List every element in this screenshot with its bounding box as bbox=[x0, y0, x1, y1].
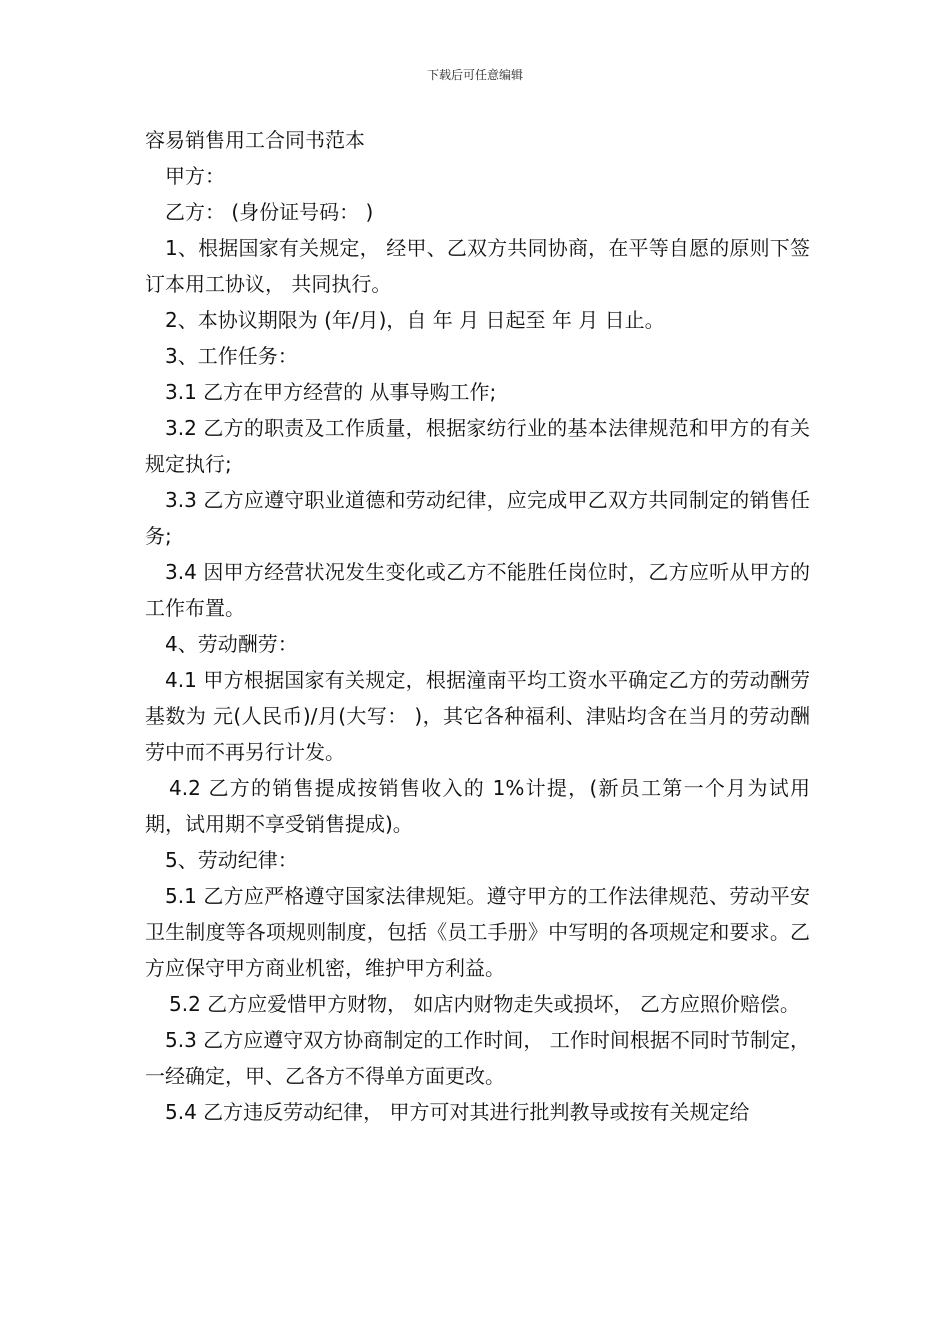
clause-3-1: 3.1 乙方在甲方经营的 从事导购工作; bbox=[165, 380, 497, 404]
party-a-line: 甲方： bbox=[165, 164, 225, 188]
document-title: 容易销售用工合同书范本 bbox=[145, 128, 365, 152]
clause-5-2: 5.2 乙方应爱惜甲方财物， 如店内财物走失或损坏， 乙方应照价赔偿。 bbox=[169, 992, 800, 1016]
document-body bbox=[145, 122, 810, 1130]
clause-4-1: 4.1 甲方根据国家有关规定，根据潼南平均工资水平确定乙方的劳动酬劳基数为 元(人民币)/月(大写： )，其它各种福利、津贴均含在当月的劳动酬劳中而不再另行计发。 bbox=[145, 668, 810, 764]
party-b-line: 乙方： (身份证号码： ) bbox=[165, 200, 374, 224]
clause-5-3: 5.3 乙方应遵守双方协商制定的工作时间， 工作时间根据不同时节制定，一经确定，甲、乙各方不得单方面更改。 bbox=[145, 1028, 810, 1088]
clause-5-heading: 5、劳动纪律： bbox=[165, 848, 298, 872]
clause-5-4: 5.4 乙方违反劳动纪律， 甲方可对其进行批判教导或按有关规定给 bbox=[165, 1100, 750, 1124]
clause-4-2: 4.2 乙方的销售提成按销售收入的 1%计提，(新员工第一个月为试用期，试用期不享受销售提成)。 bbox=[145, 776, 810, 836]
clause-3-2: 3.2 乙方的职责及工作质量，根据家纺行业的基本法律规范和甲方的有关规定执行; bbox=[145, 416, 810, 476]
clause-5-1: 5.1 乙方应严格遵守国家法律规矩。遵守甲方的工作法律规范、劳动平安卫生制度等各项规则制度，包括《员工手册》中写明的各项规定和要求。乙方应保守甲方商业机密，维护甲方利益。 bbox=[145, 884, 810, 980]
clause-4-heading: 4、劳动酬劳： bbox=[165, 632, 298, 656]
clause-3-heading: 3、工作任务： bbox=[165, 344, 298, 368]
clause-1: 1、根据国家有关规定， 经甲、乙双方共同协商，在平等自愿的原则下签订本用工协议， 共同执行。 bbox=[145, 236, 810, 296]
clause-2: 2、本协议期限为 (年/月)，自 年 月 日起至 年 月 日止。 bbox=[165, 308, 665, 332]
clause-3-4: 3.4 因甲方经营状况发生变化或乙方不能胜任岗位时，乙方应听从甲方的工作布置。 bbox=[145, 560, 810, 620]
clause-3-3: 3.3 乙方应遵守职业道德和劳动纪律，应完成甲乙双方共同制定的销售任务; bbox=[145, 488, 810, 548]
header-note: 下载后可任意编辑 bbox=[426, 68, 523, 82]
